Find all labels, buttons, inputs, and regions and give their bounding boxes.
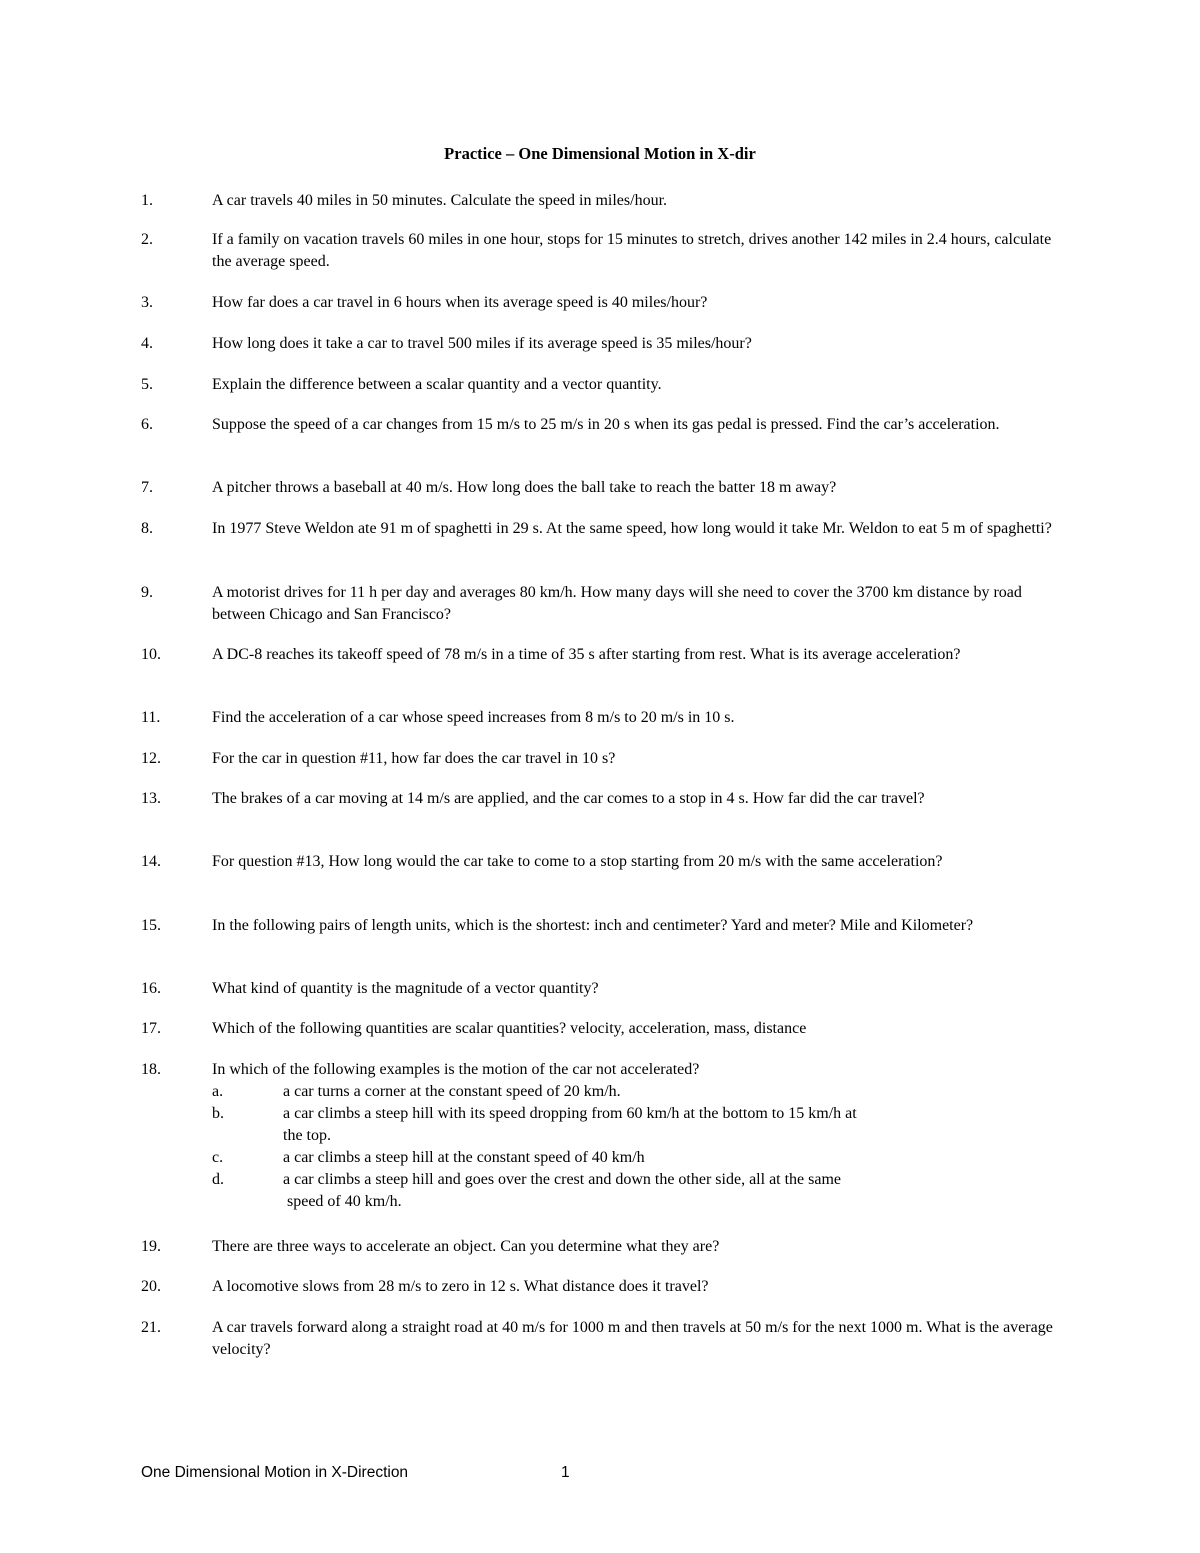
option-letter: b.	[212, 1105, 224, 1122]
question-number: 16.	[141, 980, 161, 997]
option-b	[212, 1103, 1072, 1147]
question-number: 11.	[141, 709, 161, 726]
question-number: 13.	[141, 790, 161, 807]
question-text: A car travels forward along a straight road at 40 m/s for 1000 m and then travels at 50 m/s for the next 1000 m. What is the average velocity?	[212, 1319, 1053, 1358]
question-number: 10.	[141, 646, 161, 663]
question-number: 5.	[141, 376, 153, 393]
question-text: The brakes of a car moving at 14 m/s are applied, and the car comes to a stop in 4 s. How far did the car travel?	[212, 790, 925, 807]
question-number: 21.	[141, 1319, 161, 1336]
option-text: a car climbs a steep hill with its speed dropping from 60 km/h at the bottom to 15 km/h at	[283, 1105, 857, 1122]
question-number: 15.	[141, 917, 161, 934]
question-text: In 1977 Steve Weldon ate 91 m of spaghetti in 29 s. At the same speed, how long would it take Mr. Weldon to eat 5 m of spaghetti?	[212, 520, 1052, 537]
question-text: How far does a car travel in 6 hours when its average speed is 40 miles/hour?	[212, 294, 708, 311]
question-number: 4.	[141, 335, 153, 352]
option-c	[212, 1147, 1072, 1169]
question-number: 8.	[141, 520, 153, 537]
page-number: 1	[561, 1464, 570, 1481]
question-text: For the car in question #11, how far does the car travel in 10 s?	[212, 750, 616, 767]
option-letter: a.	[212, 1083, 224, 1100]
question-number: 14.	[141, 853, 161, 870]
question-text: If a family on vacation travels 60 miles in one hour, stops for 15 minutes to stretch, drives another 142 miles in 2.4 hours, calculate the average speed.	[212, 231, 1052, 270]
question-text: Find the acceleration of a car whose speed increases from 8 m/s to 20 m/s in 10 s.	[212, 709, 735, 726]
option-a	[212, 1081, 1072, 1103]
question-number: 17.	[141, 1020, 161, 1037]
question-text: Explain the difference between a scalar quantity and a vector quantity.	[212, 376, 662, 393]
option-letter: d.	[212, 1171, 224, 1188]
question-number: 19.	[141, 1238, 161, 1255]
question-number: 9.	[141, 584, 153, 601]
question-text: In which of the following examples is the motion of the car not accelerated?	[212, 1061, 700, 1078]
question-text: What kind of quantity is the magnitude of a vector quantity?	[212, 980, 599, 997]
question-text: A car travels 40 miles in 50 minutes. Calculate the speed in miles/hour.	[212, 192, 668, 209]
question-text: Suppose the speed of a car changes from 15 m/s to 25 m/s in 20 s when its gas pedal is pressed. Find the car’s acceleration.	[212, 416, 1000, 433]
question-number: 20.	[141, 1278, 161, 1295]
question-text: A pitcher throws a baseball at 40 m/s. How long does the ball take to reach the batter 18 m away?	[212, 479, 837, 496]
question-number: 12.	[141, 750, 161, 767]
option-text: a car turns a corner at the constant speed of 20 km/h.	[283, 1083, 621, 1100]
question-text: Which of the following quantities are scalar quantities? velocity, acceleration, mass, distance	[212, 1020, 807, 1037]
question-text: For question #13, How long would the car take to come to a stop starting from 20 m/s with the same acceleration?	[212, 853, 943, 870]
question-text: A locomotive slows from 28 m/s to zero in 12 s. What distance does it travel?	[212, 1278, 709, 1295]
question-number: 18.	[141, 1061, 161, 1078]
option-d	[212, 1169, 1072, 1213]
question-number: 2.	[141, 231, 153, 248]
question-text: In the following pairs of length units, which is the shortest: inch and centimeter? Yard and meter? Mile and Kilometer?	[212, 917, 974, 934]
page-title: Practice – One Dimensional Motion in X-dir	[444, 144, 756, 163]
option-text-continued: the top.	[283, 1127, 331, 1144]
footer-title: One Dimensional Motion in X-Direction	[141, 1464, 409, 1481]
question-text: A DC-8 reaches its takeoff speed of 78 m/s in a time of 35 s after starting from rest. What is its average acceleration?	[212, 646, 961, 663]
question-text: There are three ways to accelerate an object. Can you determine what they are?	[212, 1238, 720, 1255]
option-text-continued: speed of 40 km/h.	[283, 1193, 402, 1210]
question-number: 7.	[141, 479, 153, 496]
option-text: a car climbs a steep hill and goes over the crest and down the other side, all at the same	[283, 1171, 842, 1188]
option-letter: c.	[212, 1149, 224, 1166]
question-body	[212, 1059, 1072, 1213]
option-text: a car climbs a steep hill at the constant speed of 40 km/h	[283, 1149, 645, 1166]
question-text: How long does it take a car to travel 500 miles if its average speed is 35 miles/hour?	[212, 335, 752, 352]
question-number: 6.	[141, 416, 153, 433]
question-number: 1.	[141, 192, 153, 209]
question-text: A motorist drives for 11 h per day and averages 80 km/h. How many days will she need to cover the 3700 km distance by road between Chicago and San Francisco?	[212, 584, 1022, 623]
question-number: 3.	[141, 294, 153, 311]
